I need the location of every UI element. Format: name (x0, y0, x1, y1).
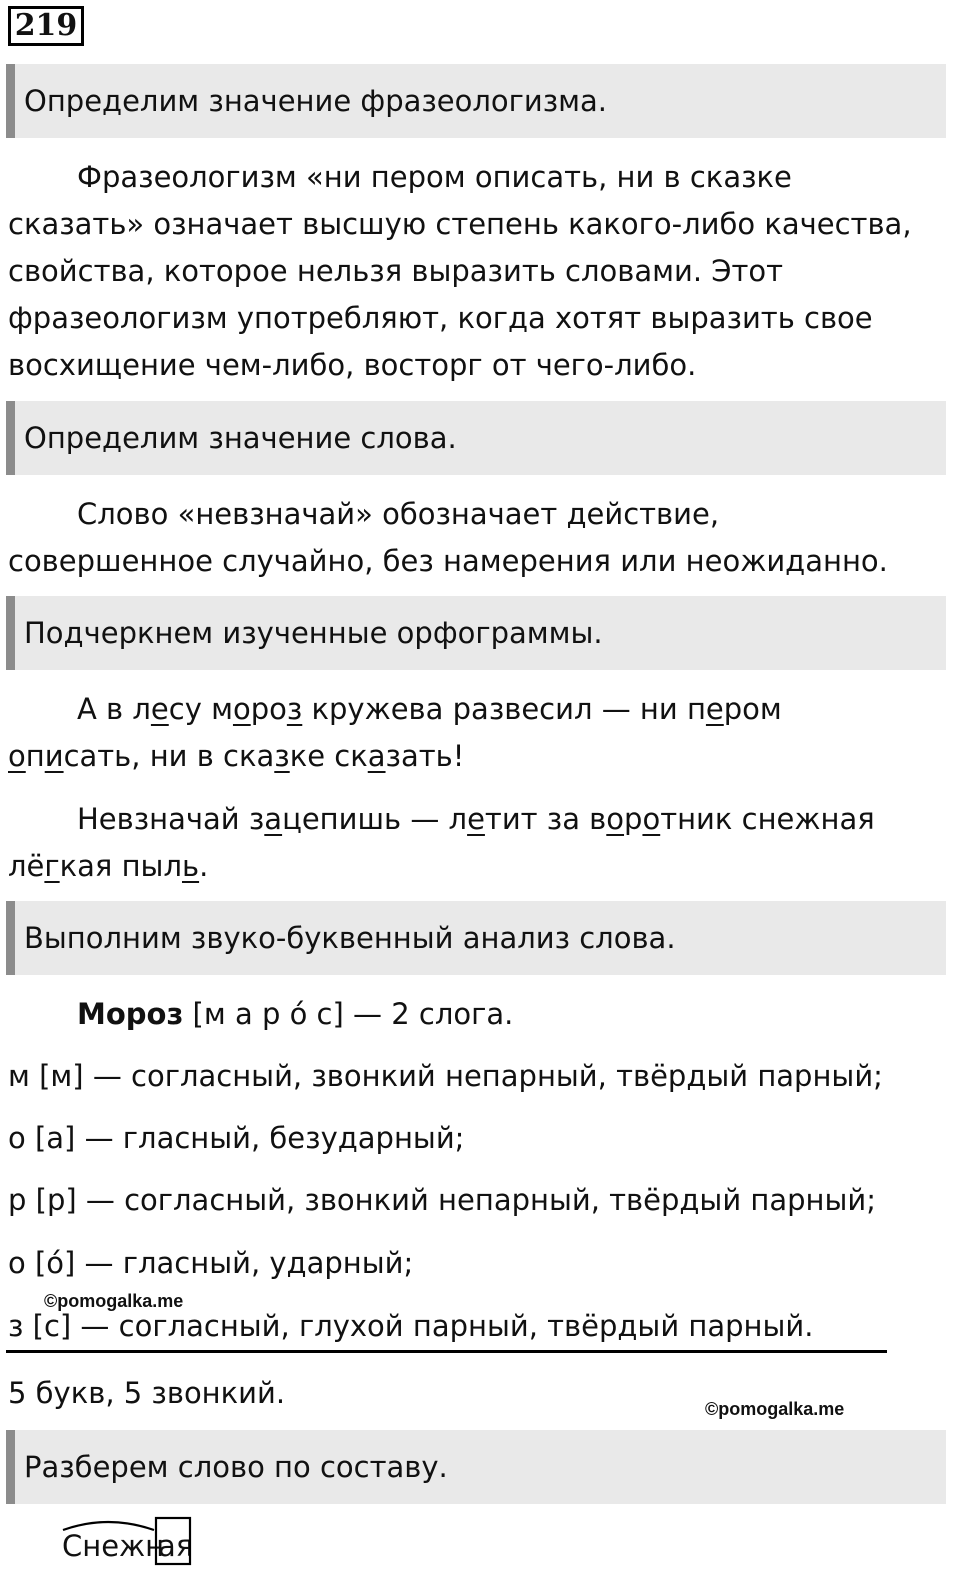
orthogram-underlined-letter: е (705, 692, 724, 726)
morpheme-root-text: Снежн (62, 1529, 165, 1563)
orthogram-underlined-letter: з (286, 692, 303, 726)
orthogram-sentence-2-line-2 (8, 843, 908, 890)
letter-analysis-row: о [а] — гласный, безударный; (8, 1121, 465, 1155)
text-fragment: . (199, 849, 209, 883)
text-fragment: су м (168, 692, 233, 726)
section-heading-word-structure: Разберем слово по составу. (6, 1430, 946, 1504)
paragraph-line: фразеологизм употребляют, когда хотят выразить свое (8, 301, 873, 335)
text-fragment: тник снежная (660, 802, 875, 836)
analysis-word: Мороз (77, 997, 184, 1031)
letter-analysis-row: м [м] — согласный, звонкий непарный, твёрдый парный; (8, 1059, 883, 1093)
text-fragment: А в л (77, 692, 151, 726)
text-fragment: кая пыл (59, 849, 182, 883)
orthogram-underlined-letter: е (467, 802, 485, 836)
orthogram-underlined-letter: г (44, 849, 60, 883)
text-fragment: ром (723, 692, 782, 726)
orthogram-underlined-letter: а (367, 739, 386, 773)
text-fragment: Невзначай з (77, 802, 265, 836)
paragraph-line: сказать» означает высшую степень какого-либо качества, (8, 207, 912, 241)
orthogram-sentence-2-line-1 (8, 796, 908, 843)
paragraph-line: Фразеологизм «ни пером описать, ни в сказке (77, 160, 792, 194)
analysis-word-line (8, 991, 908, 1038)
watermark: ©pomogalka.me (44, 1291, 184, 1311)
text-fragment: р (624, 802, 643, 836)
analysis-summary: 5 букв, 5 звонкий. (8, 1376, 286, 1410)
paragraph-line: восхищение чем-либо, восторг от чего-либо. (8, 348, 697, 382)
orthogram-underlined-letter: а (264, 802, 283, 836)
section-heading-sound-analysis: Выполним звуко-буквенный анализ слова. (6, 901, 946, 975)
letter-analysis-row: з [с] — согласный, глухой парный, твёрдый парный. (8, 1309, 814, 1343)
orthogram-sentence-1-line-1 (8, 686, 908, 733)
orthogram-underlined-letter: о (642, 802, 661, 836)
text-fragment: лё (8, 849, 45, 883)
orthogram-underlined-letter: и (44, 739, 64, 773)
orthogram-underlined-letter: з (274, 739, 290, 773)
paragraph-line: совершенное случайно, без намерения или неожиданно. (8, 544, 888, 578)
morpheme-analysis (62, 1515, 242, 1571)
divider-line (6, 1350, 887, 1353)
text-fragment: п (25, 739, 45, 773)
text-fragment: сать, ни в ска (63, 739, 275, 773)
morpheme-ending-text: ая (158, 1529, 194, 1563)
orthogram-underlined-letter: о (606, 802, 625, 836)
paragraph-line: Слово «невзначай» обозначает действие, (77, 497, 720, 531)
text-fragment: кружева развесил — ни п (302, 692, 706, 726)
paragraph-line: свойства, которое нельзя выразить словами. Этот (8, 254, 784, 288)
task-number: 219 (8, 6, 84, 46)
letter-analysis-row: о [ó] — гласный, ударный; (8, 1246, 414, 1280)
text-fragment: тит за в (484, 802, 607, 836)
section-heading-phraseologism: Определим значение фразеологизма. (6, 64, 946, 138)
section-heading-orthograms: Подчеркнем изученные орфограммы. (6, 596, 946, 670)
orthogram-underlined-letter: о (8, 739, 26, 773)
text-fragment: зать! (385, 739, 465, 773)
watermark: ©pomogalka.me (705, 1399, 845, 1419)
orthogram-underlined-letter: ь (181, 849, 200, 883)
text-fragment: ке ск (289, 739, 368, 773)
orthogram-sentence-1-line-2 (8, 733, 908, 780)
section-heading-word-meaning: Определим значение слова. (6, 401, 946, 475)
text-fragment: ро (250, 692, 287, 726)
text-fragment: цепишь — л (282, 802, 468, 836)
orthogram-underlined-letter: о (232, 692, 251, 726)
analysis-transcription: [м а р ó с] — 2 слога. (183, 997, 514, 1031)
letter-analysis-row: р [р] — согласный, звонкий непарный, твёрдый парный; (8, 1183, 877, 1217)
orthogram-underlined-letter: е (150, 692, 169, 726)
